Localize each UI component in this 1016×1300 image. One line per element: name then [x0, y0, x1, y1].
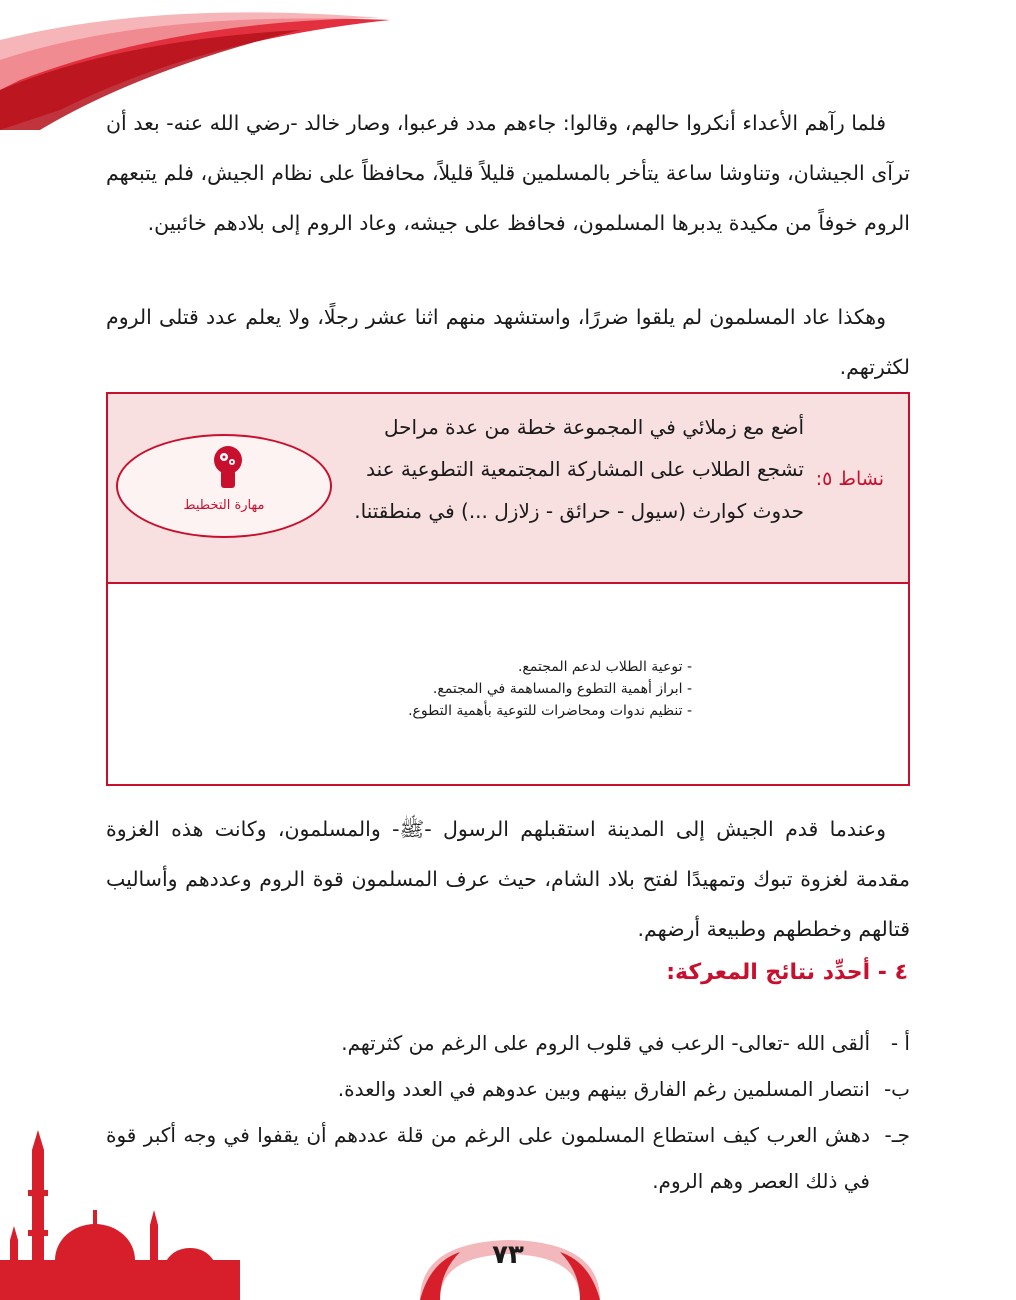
- activity-answers: [292, 656, 692, 722]
- mosque-skyline-decoration: [0, 1130, 240, 1300]
- list-item: [106, 1066, 910, 1112]
- item-text: دهش العرب كيف استطاع المسلمون على الرغم من قلة عددهم أن يقفوا في وجه أكبر قوة في ذلك العصر وهم الروم.: [106, 1123, 870, 1193]
- skill-badge: [116, 434, 332, 538]
- list-item: [106, 1020, 910, 1066]
- section-heading: ٤ - أحدِّد نتائج المعركة:: [666, 960, 908, 985]
- head-gears-icon: [212, 444, 244, 490]
- paragraph-retreat: فلما رآهم الأعداء أنكروا حالهم، وقالوا: جاءهم مدد فرعبوا، وصار خالد -رضي الله عنه- بعد أن ترآى الجيشان، وتناوشا ساعة يتأخر بالمسلمين قليلاً قليلاً، محافظاً على نظام الجيش، فلم يتبعهم الروم خوفاً من مكيدة يدبرها المسلمون، فحافظ على جيشه، وعاد الروم إلى بلادهم خائبين.: [106, 111, 910, 235]
- answer-line: - ابراز أهمية التطوع والمساهمة في المجتمع.: [432, 681, 692, 697]
- activity-label: نشاط ٥:: [815, 468, 884, 490]
- paragraph-outcome: وعندما قدم الجيش إلى المدينة استقبلهم الرسول -ﷺ- والمسلمون، وكانت هذه الغزوة مقدمة لغزوة تبوك وتمهيدًا لفتح بلاد الشام، حيث عرف المسلمون قوة الروم وعددهم وأساليب قتالهم وخططهم وطبيعة أرضهم.: [106, 817, 910, 941]
- activity-prompt-area: [108, 394, 908, 584]
- activity-box: [106, 392, 910, 786]
- skill-label: مهارة التخطيط: [183, 498, 265, 513]
- item-marker: أ -: [890, 1031, 910, 1055]
- answer-line: - تنظيم ندوات ومحاضرات للتوعية بأهمية التطوع.: [408, 703, 692, 719]
- item-marker: ب-: [883, 1077, 910, 1101]
- item-text: انتصار المسلمين رغم الفارق بينهم وبين عدوهم في العدد والعدة.: [337, 1077, 870, 1101]
- item-text: ألقى الله -تعالى- الرعب في قلوب الروم على الرغم من كثرتهم.: [341, 1031, 870, 1055]
- item-marker: جـ-: [884, 1123, 910, 1147]
- page-number: ٧٣: [492, 1240, 524, 1270]
- activity-instruction: أضع مع زملائي في المجموعة خطة من عدة مراحل تشجع الطلاب على المشاركة المجتمعية التطوعية عند حدوث كوارث (سيول - حرائق - زلازل ...) في منطقتنا.: [354, 415, 804, 523]
- answer-line: - توعية الطلاب لدعم المجتمع.: [517, 659, 692, 675]
- paragraph-return: وهكذا عاد المسلمون لم يلقوا ضررًا، واستشهد منهم اثنا عشر رجلًا، ولا يعلم عدد قتلى الروم لكثرتهم.: [106, 305, 910, 379]
